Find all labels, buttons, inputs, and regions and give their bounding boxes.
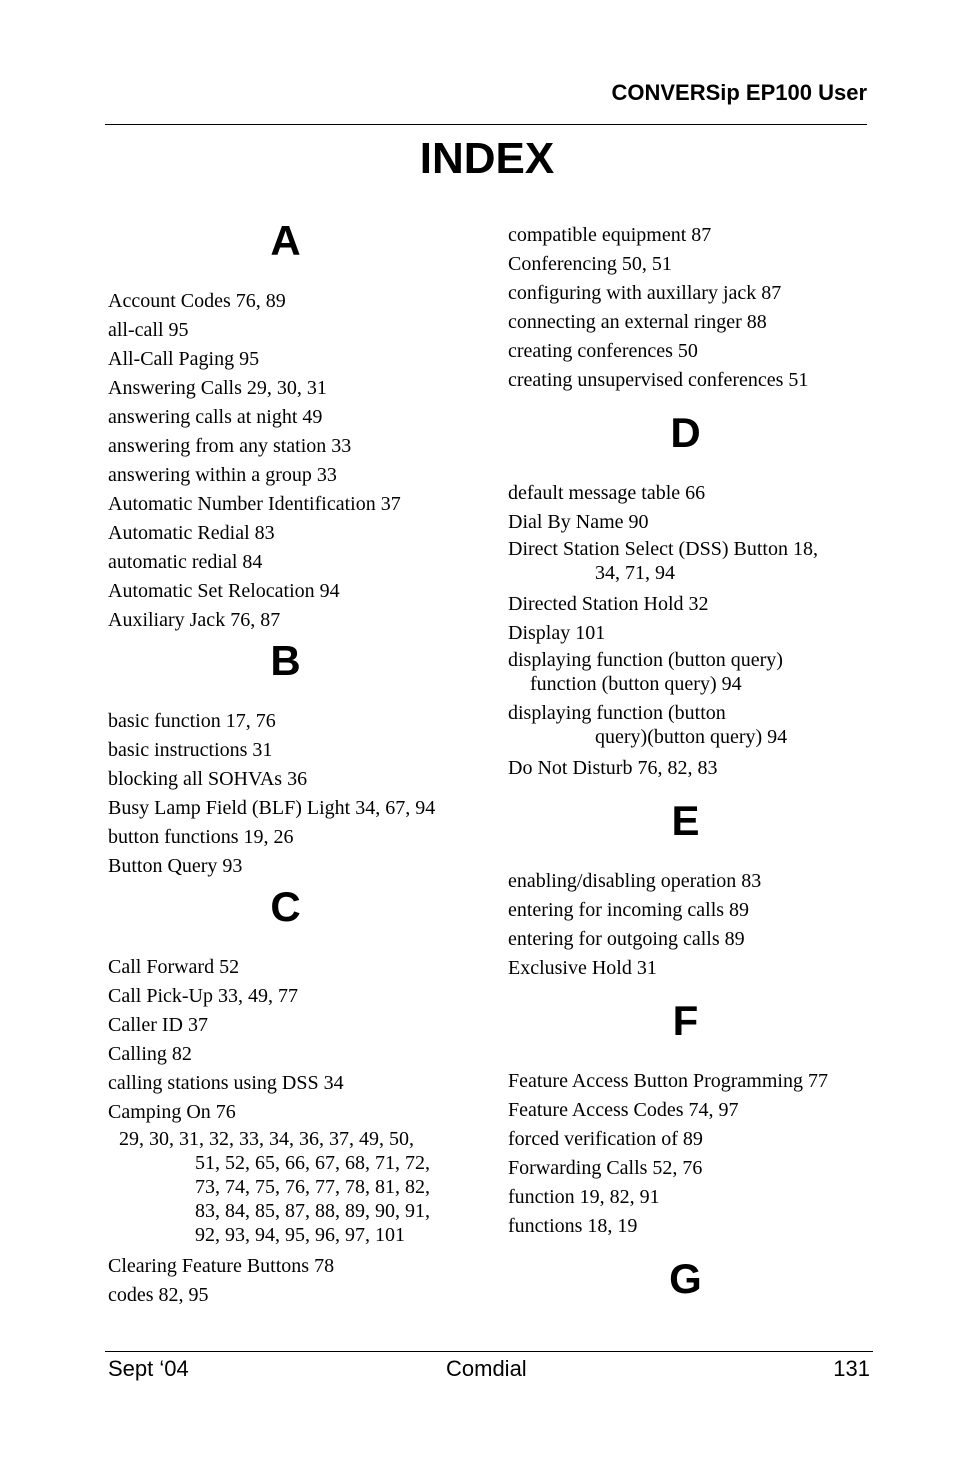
index-entry: Do Not Disturb 76, 82, 83 xyxy=(508,757,718,779)
index-entry: Exclusive Hold 31 xyxy=(508,957,657,979)
section-letter: E xyxy=(671,797,700,844)
index-entry: Call Forward 52 xyxy=(108,956,240,978)
section-letter: A xyxy=(270,217,301,264)
footer-publisher: Comdial xyxy=(446,1356,527,1381)
index-entry: Conferencing 50, 51 xyxy=(508,253,672,275)
document-title: CONVERSip EP100 User xyxy=(611,80,867,105)
index-entry: forced verification of 89 xyxy=(508,1128,703,1150)
index-subentry-text: 29, 30, 31, 32, 33, 34, 36, 37, 49, 50, xyxy=(119,1128,414,1150)
section-letter: D xyxy=(670,409,701,456)
index-entry xyxy=(508,701,878,749)
index-entry-continuation: 34, 71, 94 xyxy=(595,562,675,584)
index-entry: Busy Lamp Field (BLF) Light 34, 67, 94 xyxy=(108,797,436,819)
index-entry: automatic redial 84 xyxy=(108,551,263,573)
footer-date: Sept ‘04 xyxy=(108,1356,189,1381)
index-entry: Calling 82 xyxy=(108,1043,192,1065)
index-entry: answering calls at night 49 xyxy=(108,406,323,428)
index-entry: creating unsupervised conferences 51 xyxy=(508,369,809,391)
index-entry-continuation: 73, 74, 75, 76, 77, 78, 81, 82, xyxy=(195,1176,430,1198)
index-entry: connecting an external ringer 88 xyxy=(508,311,767,333)
index-entry: Dial By Name 90 xyxy=(508,511,649,533)
index-entry: basic instructions 31 xyxy=(108,739,273,761)
index-entry: Account Codes 76, 89 xyxy=(108,290,286,312)
index-entry xyxy=(508,537,878,585)
index-entry: Automatic Number Identification 37 xyxy=(108,493,401,515)
index-entry-text: Direct Station Select (DSS) Button 18, xyxy=(508,538,818,560)
index-entry: all-call 95 xyxy=(108,319,189,341)
section-letter: C xyxy=(270,883,301,930)
index-entry: Automatic Set Relocation 94 xyxy=(108,580,340,602)
index-entry xyxy=(108,1127,478,1247)
index-entry: answering from any station 33 xyxy=(108,435,352,457)
page-title: INDEX xyxy=(419,134,555,183)
index-entry: Feature Access Codes 74, 97 xyxy=(508,1099,739,1121)
header-rule xyxy=(105,124,867,125)
index-entry: Automatic Redial 83 xyxy=(108,522,275,544)
index-entry: Directed Station Hold 32 xyxy=(508,593,709,615)
index-entry: Call Pick-Up 33, 49, 77 xyxy=(108,985,298,1007)
index-entry: button functions 19, 26 xyxy=(108,826,294,848)
index-entry: Forwarding Calls 52, 76 xyxy=(508,1157,703,1179)
index-entry: basic function 17, 76 xyxy=(108,710,276,732)
index-entry-continuation: 51, 52, 65, 66, 67, 68, 71, 72, xyxy=(195,1152,430,1174)
index-entry: Clearing Feature Buttons 78 xyxy=(108,1255,335,1277)
index-entry-continuation: query)(button query) 94 xyxy=(595,726,788,748)
index-entry: All-Call Paging 95 xyxy=(108,348,260,370)
section-letter: B xyxy=(270,637,301,684)
index-entry: functions 18, 19 xyxy=(508,1215,638,1237)
index-entry xyxy=(508,648,878,696)
index-entry: compatible equipment 87 xyxy=(508,224,712,246)
index-entry: Camping On 76 xyxy=(108,1101,236,1123)
index-entry: creating conferences 50 xyxy=(508,340,698,362)
index-column-right xyxy=(508,221,878,1325)
index-entry: enabling/disabling operation 83 xyxy=(508,870,762,892)
index-entry: Auxiliary Jack 76, 87 xyxy=(108,609,281,631)
index-entry: Answering Calls 29, 30, 31 xyxy=(108,377,327,399)
index-entry: Button Query 93 xyxy=(108,855,243,877)
index-entry: Feature Access Button Programming 77 xyxy=(508,1070,828,1092)
index-entry: configuring with auxillary jack 87 xyxy=(508,282,782,304)
index-entry: Display 101 xyxy=(508,622,606,644)
index-entry: entering for outgoing calls 89 xyxy=(508,928,745,950)
index-entry-text: displaying function (button xyxy=(508,702,726,724)
index-entry-text: displaying function (button query) xyxy=(508,649,783,671)
index-column-left xyxy=(108,215,478,1310)
footer-page-number: 131 xyxy=(833,1356,870,1381)
index-entry: Caller ID 37 xyxy=(108,1014,208,1036)
footer-rule xyxy=(105,1351,873,1352)
index-entry-continuation: function (button query) 94 xyxy=(530,673,742,695)
index-entry: function 19, 82, 91 xyxy=(508,1186,660,1208)
index-entry-continuation: 83, 84, 85, 87, 88, 89, 90, 91, xyxy=(195,1200,430,1222)
section-letter: G xyxy=(669,1255,702,1302)
index-entry: answering within a group 33 xyxy=(108,464,337,486)
index-entry: blocking all SOHVAs 36 xyxy=(108,768,308,790)
index-entry: entering for incoming calls 89 xyxy=(508,899,750,921)
index-entry: default message table 66 xyxy=(508,482,706,504)
index-entry: codes 82, 95 xyxy=(108,1284,209,1306)
index-entry: calling stations using DSS 34 xyxy=(108,1072,344,1094)
section-letter: F xyxy=(672,997,699,1044)
index-entry-continuation: 92, 93, 94, 95, 96, 97, 101 xyxy=(195,1224,405,1246)
